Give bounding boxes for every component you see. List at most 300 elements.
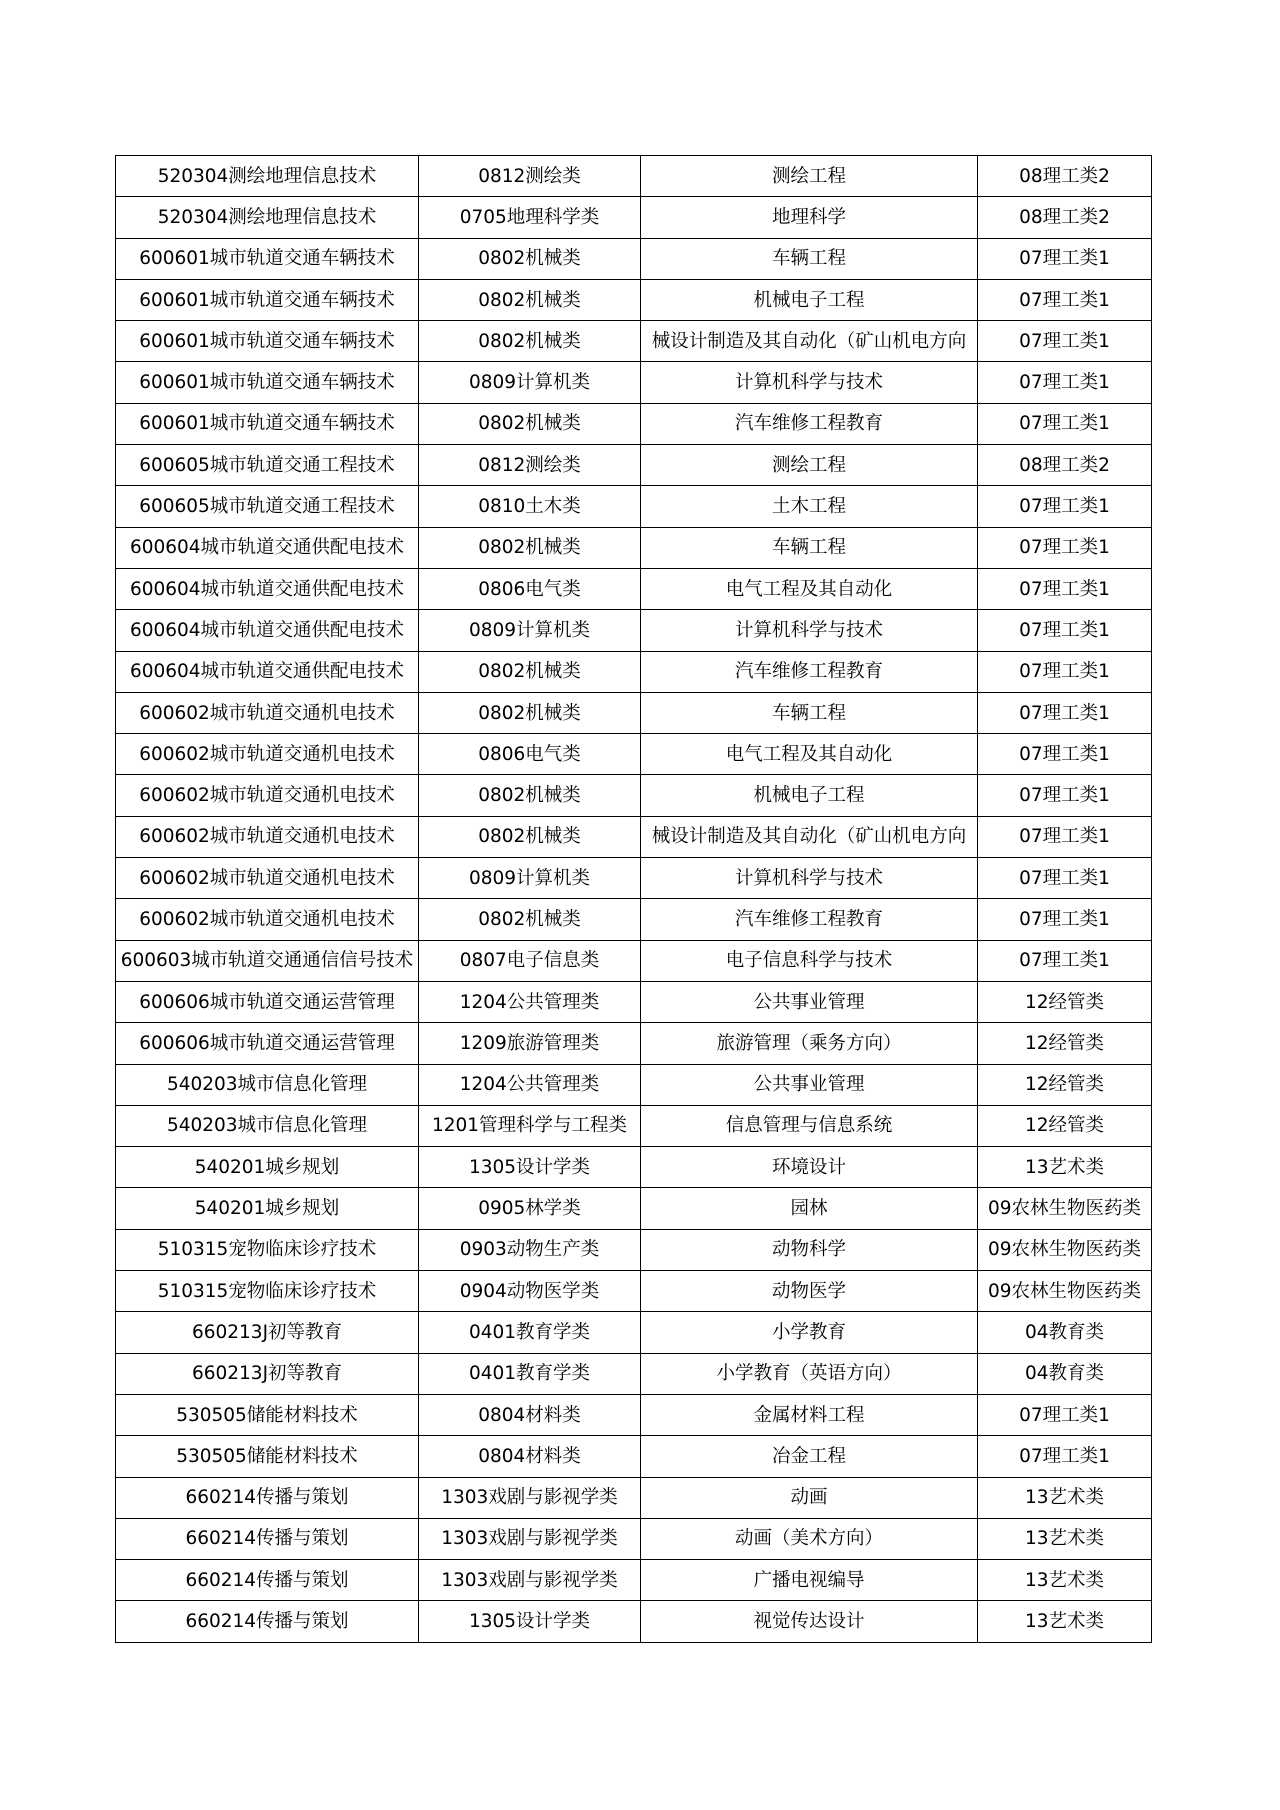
- discipline-category-cell: [419, 1229, 641, 1270]
- cell-text: 07理工类1: [1019, 702, 1110, 724]
- table-row: [116, 940, 1152, 981]
- table-row: [116, 197, 1152, 238]
- cell-text: 07理工类1: [1019, 867, 1110, 889]
- cell-text: 07理工类1: [1019, 372, 1110, 394]
- cell-text: 13艺术类: [1024, 1569, 1105, 1591]
- cell-text: 13艺术类: [1024, 1487, 1105, 1509]
- exam-category-cell: [978, 775, 1152, 816]
- undergraduate-major-cell: [641, 858, 978, 899]
- table-row: [116, 321, 1152, 362]
- cell-text: 07理工类1: [1019, 578, 1110, 600]
- cell-text: 07理工类1: [1019, 661, 1110, 683]
- cell-text: 0802机械类: [478, 248, 581, 270]
- vocational-major-cell: [116, 403, 419, 444]
- undergraduate-major-cell: [641, 1271, 978, 1312]
- undergraduate-major-cell: [641, 1105, 978, 1146]
- undergraduate-major-cell: [641, 321, 978, 362]
- cell-text: 车辆工程: [771, 702, 846, 724]
- table-row: [116, 816, 1152, 857]
- vocational-major-cell: [116, 1229, 419, 1270]
- cell-text: 13艺术类: [1024, 1156, 1105, 1178]
- cell-text: 13艺术类: [1024, 1528, 1105, 1550]
- exam-category-cell: [978, 1518, 1152, 1559]
- cell-text: 电气工程及其自动化: [725, 743, 893, 765]
- undergraduate-major-cell: [641, 692, 978, 733]
- table-row: [116, 1477, 1152, 1518]
- vocational-major-cell: [116, 899, 419, 940]
- table-row: [116, 692, 1152, 733]
- cell-text: 09农林生物医药类: [987, 1239, 1142, 1261]
- undergraduate-major-cell: [641, 1353, 978, 1394]
- undergraduate-major-cell: [641, 899, 978, 940]
- cell-text: 600604城市轨道交通供配电技术: [129, 661, 405, 683]
- table-row: [116, 1188, 1152, 1229]
- cell-text: 12经管类: [1024, 1032, 1105, 1054]
- discipline-category-cell: [419, 156, 641, 197]
- cell-text: 冶金工程: [771, 1445, 846, 1467]
- cell-text: 07理工类1: [1019, 248, 1110, 270]
- cell-text: 0904动物医学类: [459, 1280, 600, 1302]
- vocational-major-cell: [116, 568, 419, 609]
- undergraduate-major-cell: [641, 1188, 978, 1229]
- cell-text: 公共事业管理: [753, 991, 865, 1013]
- table-row: [116, 1105, 1152, 1146]
- exam-category-cell: [978, 1436, 1152, 1477]
- vocational-major-cell: [116, 1188, 419, 1229]
- discipline-category-cell: [419, 816, 641, 857]
- cell-text: 540201城乡规划: [194, 1156, 340, 1178]
- undergraduate-major-cell: [641, 1312, 978, 1353]
- cell-text: 660214传播与策划: [185, 1611, 349, 1633]
- cell-text: 0809计算机类: [468, 867, 591, 889]
- exam-category-cell: [978, 1147, 1152, 1188]
- vocational-major-cell: [116, 1105, 419, 1146]
- cell-text: 660214传播与策划: [185, 1569, 349, 1591]
- vocational-major-cell: [116, 1560, 419, 1601]
- cell-text: 07理工类1: [1019, 1404, 1110, 1426]
- vocational-major-cell: [116, 734, 419, 775]
- cell-text: 计算机科学与技术: [734, 372, 883, 394]
- cell-text: 540203城市信息化管理: [166, 1115, 368, 1137]
- cell-text: 07理工类1: [1019, 785, 1110, 807]
- exam-category-cell: [978, 899, 1152, 940]
- cell-text: 600602城市轨道交通机电技术: [139, 702, 395, 724]
- exam-category-cell: [978, 1271, 1152, 1312]
- table-row: [116, 403, 1152, 444]
- cell-text: 660214传播与策划: [185, 1528, 349, 1550]
- undergraduate-major-cell: [641, 403, 978, 444]
- cell-text: 07理工类1: [1019, 496, 1110, 518]
- cell-text: 1201管理科学与工程类: [431, 1115, 628, 1137]
- cell-text: 510315宠物临床诊疗技术: [157, 1280, 377, 1302]
- vocational-major-cell: [116, 1023, 419, 1064]
- cell-text: 0812测绘类: [478, 165, 581, 187]
- exam-category-cell: [978, 527, 1152, 568]
- exam-category-cell: [978, 692, 1152, 733]
- cell-text: 07理工类1: [1019, 1445, 1110, 1467]
- cell-text: 600604城市轨道交通供配电技术: [129, 619, 405, 641]
- cell-text: 小学教育（英语方向）: [716, 1363, 902, 1385]
- cell-text: 动画（美术方向）: [734, 1528, 883, 1550]
- vocational-major-cell: [116, 981, 419, 1022]
- table-row: [116, 1229, 1152, 1270]
- vocational-major-cell: [116, 1436, 419, 1477]
- vocational-major-cell: [116, 445, 419, 486]
- undergraduate-major-cell: [641, 1518, 978, 1559]
- discipline-category-cell: [419, 1023, 641, 1064]
- cell-text: 600605城市轨道交通工程技术: [139, 496, 395, 518]
- exam-category-cell: [978, 1560, 1152, 1601]
- undergraduate-major-cell: [641, 1147, 978, 1188]
- cell-text: 0802机械类: [478, 785, 581, 807]
- cell-text: 08理工类2: [1019, 454, 1110, 476]
- discipline-category-cell: [419, 610, 641, 651]
- table-row: [116, 238, 1152, 279]
- table-body: [116, 156, 1152, 1643]
- table-row: [116, 610, 1152, 651]
- undergraduate-major-cell: [641, 1394, 978, 1435]
- table-row: [116, 775, 1152, 816]
- exam-category-cell: [978, 1477, 1152, 1518]
- table-row: [116, 362, 1152, 403]
- cell-text: 0802机械类: [478, 661, 581, 683]
- discipline-category-cell: [419, 527, 641, 568]
- cell-text: 公共事业管理: [753, 1074, 865, 1096]
- exam-category-cell: [978, 981, 1152, 1022]
- cell-text: 车辆工程: [771, 248, 846, 270]
- exam-category-cell: [978, 568, 1152, 609]
- cell-text: 12经管类: [1024, 991, 1105, 1013]
- discipline-category-cell: [419, 321, 641, 362]
- cell-text: 660213J初等教育: [191, 1363, 343, 1385]
- exam-category-cell: [978, 1312, 1152, 1353]
- exam-category-cell: [978, 362, 1152, 403]
- undergraduate-major-cell: [641, 486, 978, 527]
- vocational-major-cell: [116, 651, 419, 692]
- cell-text: 1305设计学类: [468, 1611, 591, 1633]
- exam-category-cell: [978, 403, 1152, 444]
- cell-text: 汽车维修工程教育: [734, 908, 883, 930]
- vocational-major-cell: [116, 1271, 419, 1312]
- undergraduate-major-cell: [641, 527, 978, 568]
- discipline-category-cell: [419, 1064, 641, 1105]
- undergraduate-major-cell: [641, 279, 978, 320]
- cell-text: 600602城市轨道交通机电技术: [139, 785, 395, 807]
- table-row: [116, 445, 1152, 486]
- undergraduate-major-cell: [641, 1229, 978, 1270]
- exam-category-cell: [978, 1601, 1152, 1642]
- undergraduate-major-cell: [641, 1477, 978, 1518]
- cell-text: 0802机械类: [478, 826, 581, 848]
- cell-text: 520304测绘地理信息技术: [157, 206, 377, 228]
- discipline-category-cell: [419, 1601, 641, 1642]
- vocational-major-cell: [116, 940, 419, 981]
- cell-text: 600601城市轨道交通车辆技术: [139, 372, 395, 394]
- cell-text: 07理工类1: [1019, 537, 1110, 559]
- cell-text: 0802机械类: [478, 289, 581, 311]
- exam-category-cell: [978, 1023, 1152, 1064]
- discipline-category-cell: [419, 1271, 641, 1312]
- cell-text: 1209旅游管理类: [459, 1032, 600, 1054]
- exam-category-cell: [978, 734, 1152, 775]
- undergraduate-major-cell: [641, 568, 978, 609]
- cell-text: 0806电气类: [478, 578, 581, 600]
- cell-text: 0401教育学类: [468, 1321, 591, 1343]
- discipline-category-cell: [419, 238, 641, 279]
- cell-text: 09农林生物医药类: [987, 1280, 1142, 1302]
- cell-text: 07理工类1: [1019, 826, 1110, 848]
- table-row: [116, 1353, 1152, 1394]
- vocational-major-cell: [116, 362, 419, 403]
- exam-category-cell: [978, 1353, 1152, 1394]
- cell-text: 660214传播与策划: [185, 1487, 349, 1509]
- cell-text: 测绘工程: [771, 165, 846, 187]
- cell-text: 540203城市信息化管理: [166, 1074, 368, 1096]
- exam-category-cell: [978, 445, 1152, 486]
- cell-text: 0810土木类: [478, 496, 581, 518]
- cell-text: 土木工程: [771, 496, 846, 518]
- major-mapping-table: [115, 155, 1152, 1643]
- undergraduate-major-cell: [641, 445, 978, 486]
- vocational-major-cell: [116, 1601, 419, 1642]
- vocational-major-cell: [116, 486, 419, 527]
- cell-text: 动画: [790, 1487, 828, 1509]
- cell-text: 1303戏剧与影视学类: [441, 1487, 618, 1509]
- undergraduate-major-cell: [641, 816, 978, 857]
- discipline-category-cell: [419, 1477, 641, 1518]
- cell-text: 电子信息科学与技术: [725, 950, 893, 972]
- cell-text: 0807电子信息类: [459, 950, 600, 972]
- table-row: [116, 1394, 1152, 1435]
- vocational-major-cell: [116, 816, 419, 857]
- discipline-category-cell: [419, 1436, 641, 1477]
- exam-category-cell: [978, 816, 1152, 857]
- cell-text: 0806电气类: [478, 743, 581, 765]
- exam-category-cell: [978, 279, 1152, 320]
- vocational-major-cell: [116, 1394, 419, 1435]
- cell-text: 600602城市轨道交通机电技术: [139, 908, 395, 930]
- table-row: [116, 858, 1152, 899]
- cell-text: 12经管类: [1024, 1115, 1105, 1137]
- table-row: [116, 981, 1152, 1022]
- discipline-category-cell: [419, 568, 641, 609]
- table-row: [116, 156, 1152, 197]
- cell-text: 0804材料类: [478, 1445, 581, 1467]
- discipline-category-cell: [419, 362, 641, 403]
- discipline-category-cell: [419, 1394, 641, 1435]
- exam-category-cell: [978, 858, 1152, 899]
- cell-text: 600604城市轨道交通供配电技术: [129, 578, 405, 600]
- discipline-category-cell: [419, 692, 641, 733]
- cell-text: 07理工类1: [1019, 908, 1110, 930]
- discipline-category-cell: [419, 775, 641, 816]
- cell-text: 600601城市轨道交通车辆技术: [139, 248, 395, 270]
- cell-text: 械设计制造及其自动化（矿山机电方向: [651, 330, 967, 352]
- cell-text: 600601城市轨道交通车辆技术: [139, 413, 395, 435]
- discipline-category-cell: [419, 1312, 641, 1353]
- table-row: [116, 1560, 1152, 1601]
- cell-text: 0804材料类: [478, 1404, 581, 1426]
- discipline-category-cell: [419, 651, 641, 692]
- cell-text: 540201城乡规划: [194, 1198, 340, 1220]
- exam-category-cell: [978, 1394, 1152, 1435]
- undergraduate-major-cell: [641, 940, 978, 981]
- cell-text: 0802机械类: [478, 413, 581, 435]
- discipline-category-cell: [419, 1560, 641, 1601]
- cell-text: 510315宠物临床诊疗技术: [157, 1239, 377, 1261]
- cell-text: 动物科学: [771, 1239, 846, 1261]
- discipline-category-cell: [419, 403, 641, 444]
- table-row: [116, 1271, 1152, 1312]
- cell-text: 04教育类: [1024, 1363, 1105, 1385]
- cell-text: 520304测绘地理信息技术: [157, 165, 377, 187]
- cell-text: 12经管类: [1024, 1074, 1105, 1096]
- table-row: [116, 279, 1152, 320]
- table-row: [116, 1023, 1152, 1064]
- cell-text: 0812测绘类: [478, 454, 581, 476]
- table-row: [116, 1147, 1152, 1188]
- table-row: [116, 899, 1152, 940]
- discipline-category-cell: [419, 1188, 641, 1229]
- cell-text: 07理工类1: [1019, 413, 1110, 435]
- vocational-major-cell: [116, 1353, 419, 1394]
- discipline-category-cell: [419, 279, 641, 320]
- table-row: [116, 527, 1152, 568]
- discipline-category-cell: [419, 1518, 641, 1559]
- vocational-major-cell: [116, 1312, 419, 1353]
- cell-text: 07理工类1: [1019, 619, 1110, 641]
- vocational-major-cell: [116, 321, 419, 362]
- table-row: [116, 1064, 1152, 1105]
- cell-text: 600606城市轨道交通运营管理: [139, 1032, 395, 1054]
- cell-text: 环境设计: [771, 1156, 846, 1178]
- cell-text: 械设计制造及其自动化（矿山机电方向: [651, 826, 967, 848]
- discipline-category-cell: [419, 899, 641, 940]
- undergraduate-major-cell: [641, 156, 978, 197]
- cell-text: 08理工类2: [1019, 206, 1110, 228]
- vocational-major-cell: [116, 1147, 419, 1188]
- cell-text: 0401教育学类: [468, 1363, 591, 1385]
- cell-text: 1303戏剧与影视学类: [441, 1528, 618, 1550]
- cell-text: 600602城市轨道交通机电技术: [139, 867, 395, 889]
- table-row: [116, 568, 1152, 609]
- cell-text: 1303戏剧与影视学类: [441, 1569, 618, 1591]
- cell-text: 07理工类1: [1019, 289, 1110, 311]
- cell-text: 530505储能材料技术: [176, 1445, 358, 1467]
- discipline-category-cell: [419, 486, 641, 527]
- cell-text: 旅游管理（乘务方向）: [716, 1032, 902, 1054]
- undergraduate-major-cell: [641, 1436, 978, 1477]
- vocational-major-cell: [116, 279, 419, 320]
- exam-category-cell: [978, 486, 1152, 527]
- undergraduate-major-cell: [641, 362, 978, 403]
- exam-category-cell: [978, 940, 1152, 981]
- cell-text: 600601城市轨道交通车辆技术: [139, 330, 395, 352]
- cell-text: 1204公共管理类: [459, 1074, 600, 1096]
- discipline-category-cell: [419, 1147, 641, 1188]
- table-row: [116, 1436, 1152, 1477]
- cell-text: 07理工类1: [1019, 330, 1110, 352]
- discipline-category-cell: [419, 197, 641, 238]
- exam-category-cell: [978, 197, 1152, 238]
- table-row: [116, 651, 1152, 692]
- cell-text: 信息管理与信息系统: [725, 1115, 893, 1137]
- cell-text: 电气工程及其自动化: [725, 578, 893, 600]
- discipline-category-cell: [419, 445, 641, 486]
- cell-text: 600602城市轨道交通机电技术: [139, 826, 395, 848]
- undergraduate-major-cell: [641, 1601, 978, 1642]
- vocational-major-cell: [116, 197, 419, 238]
- cell-text: 1204公共管理类: [459, 991, 600, 1013]
- undergraduate-major-cell: [641, 197, 978, 238]
- table-row: [116, 486, 1152, 527]
- exam-category-cell: [978, 1105, 1152, 1146]
- undergraduate-major-cell: [641, 238, 978, 279]
- discipline-category-cell: [419, 1353, 641, 1394]
- table-row: [116, 1312, 1152, 1353]
- vocational-major-cell: [116, 527, 419, 568]
- cell-text: 动物医学: [771, 1280, 846, 1302]
- cell-text: 0802机械类: [478, 537, 581, 559]
- exam-category-cell: [978, 238, 1152, 279]
- cell-text: 0705地理科学类: [459, 206, 600, 228]
- cell-text: 07理工类1: [1019, 743, 1110, 765]
- cell-text: 机械电子工程: [753, 289, 865, 311]
- exam-category-cell: [978, 1188, 1152, 1229]
- vocational-major-cell: [116, 775, 419, 816]
- cell-text: 小学教育: [771, 1321, 846, 1343]
- discipline-category-cell: [419, 734, 641, 775]
- discipline-category-cell: [419, 981, 641, 1022]
- undergraduate-major-cell: [641, 651, 978, 692]
- discipline-category-cell: [419, 940, 641, 981]
- cell-text: 07理工类1: [1019, 950, 1110, 972]
- cell-text: 0802机械类: [478, 702, 581, 724]
- cell-text: 1305设计学类: [468, 1156, 591, 1178]
- cell-text: 09农林生物医药类: [987, 1198, 1142, 1220]
- vocational-major-cell: [116, 610, 419, 651]
- cell-text: 600606城市轨道交通运营管理: [139, 991, 395, 1013]
- vocational-major-cell: [116, 1477, 419, 1518]
- vocational-major-cell: [116, 692, 419, 733]
- undergraduate-major-cell: [641, 1560, 978, 1601]
- table-row: [116, 1601, 1152, 1642]
- cell-text: 计算机科学与技术: [734, 619, 883, 641]
- cell-text: 0802机械类: [478, 330, 581, 352]
- cell-text: 0903动物生产类: [459, 1239, 600, 1261]
- cell-text: 汽车维修工程教育: [734, 661, 883, 683]
- exam-category-cell: [978, 321, 1152, 362]
- cell-text: 600602城市轨道交通机电技术: [139, 743, 395, 765]
- table-row: [116, 1518, 1152, 1559]
- vocational-major-cell: [116, 858, 419, 899]
- cell-text: 广播电视编导: [753, 1569, 865, 1591]
- cell-text: 600605城市轨道交通工程技术: [139, 454, 395, 476]
- cell-text: 600603城市轨道交通通信信号技术: [120, 950, 414, 972]
- exam-category-cell: [978, 610, 1152, 651]
- exam-category-cell: [978, 651, 1152, 692]
- cell-text: 视觉传达设计: [753, 1611, 865, 1633]
- undergraduate-major-cell: [641, 1064, 978, 1105]
- discipline-category-cell: [419, 858, 641, 899]
- cell-text: 园林: [790, 1198, 828, 1220]
- cell-text: 计算机科学与技术: [734, 867, 883, 889]
- cell-text: 测绘工程: [771, 454, 846, 476]
- undergraduate-major-cell: [641, 775, 978, 816]
- table-row: [116, 734, 1152, 775]
- exam-category-cell: [978, 1064, 1152, 1105]
- cell-text: 0809计算机类: [468, 372, 591, 394]
